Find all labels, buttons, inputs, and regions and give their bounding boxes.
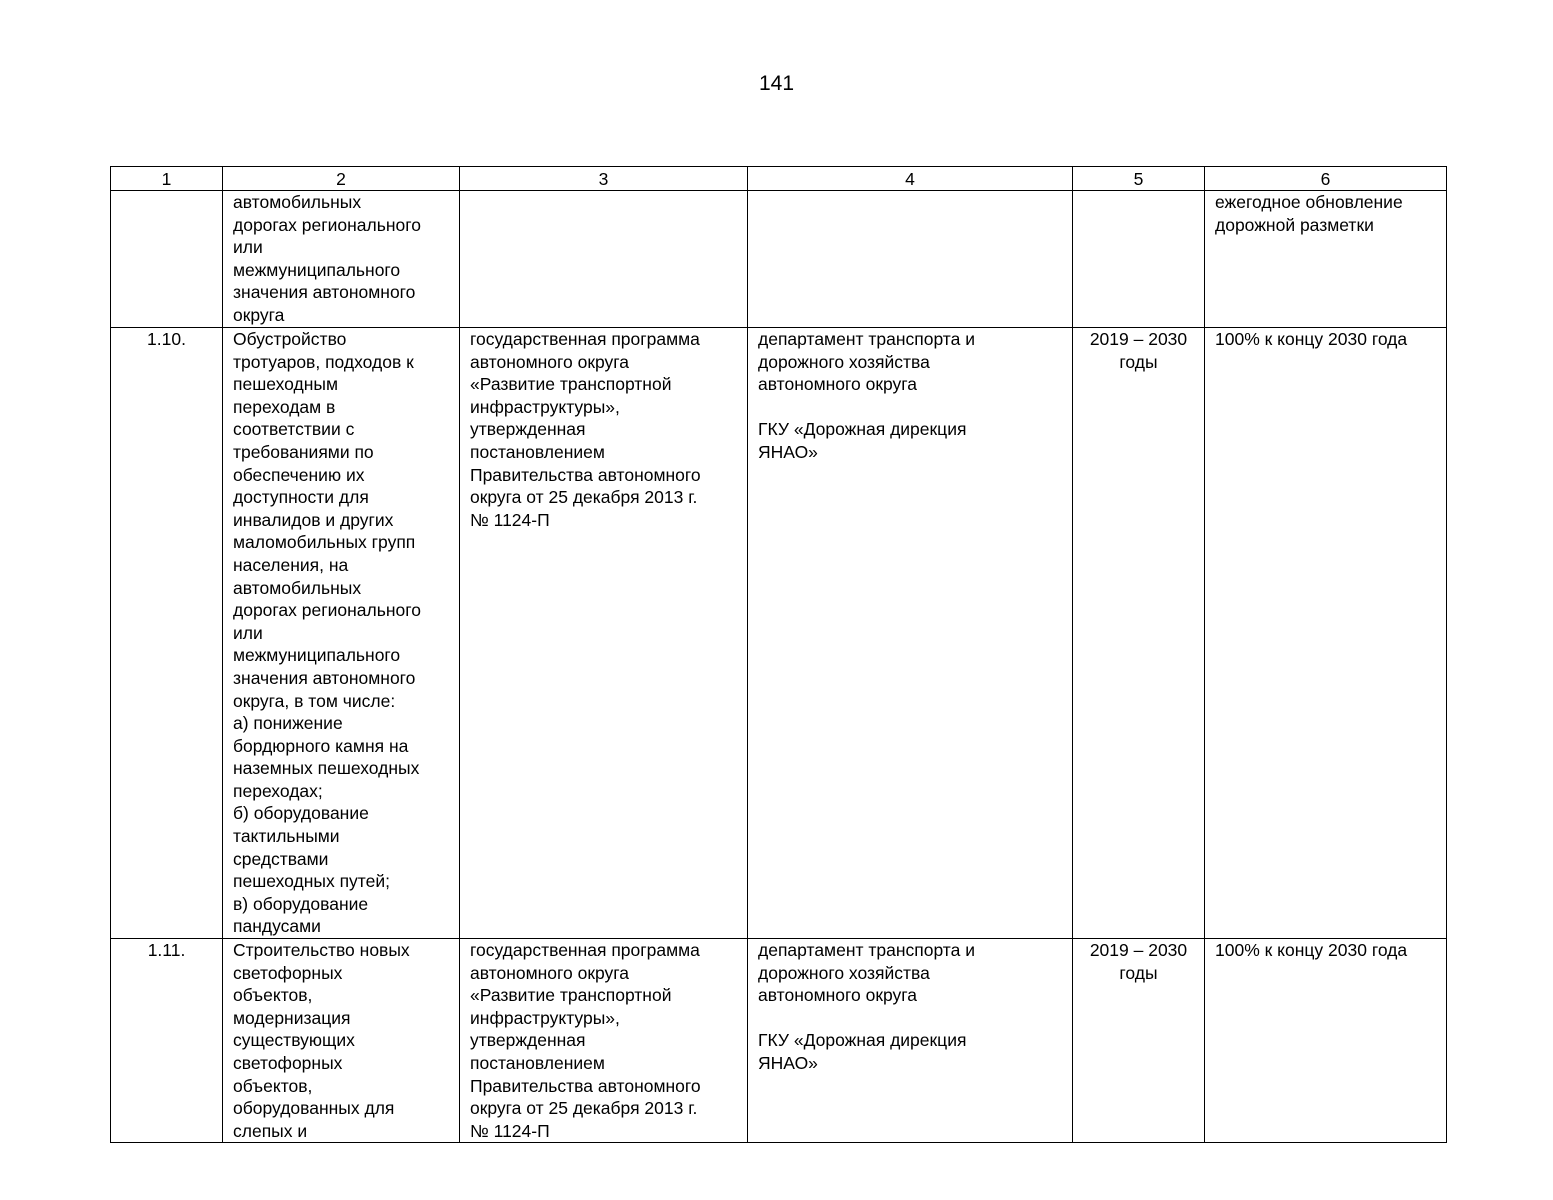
result-text: 100% к концу 2030 года [1215, 940, 1408, 961]
program-cell [460, 939, 748, 1143]
period-cell [1073, 191, 1205, 328]
measure-cell [223, 191, 460, 328]
column-header-1: 1 [111, 167, 223, 191]
column-header-2: 2 [223, 167, 460, 191]
result-cell [1205, 939, 1447, 1143]
period-text: 2019 – 2030 годы [1089, 940, 1188, 983]
measure-text: автомобильных дорогах регионального или межмуниципального значения автономного округа [233, 192, 421, 325]
result-text: 100% к концу 2030 года [1215, 329, 1408, 349]
period-cell [1073, 328, 1205, 939]
period-cell [1073, 939, 1205, 1143]
program-cell [460, 328, 748, 939]
row-number-cell [111, 191, 223, 328]
table-row [111, 191, 1447, 328]
program-cell [460, 191, 748, 328]
measure-cell [223, 328, 460, 939]
measure-cell [223, 939, 460, 1143]
row-number: 1.11. [147, 940, 186, 961]
executor-text: департамент транспорта и дорожного хозяйства автономного округа ГКУ «Дорожная дирекция ЯНАО» [758, 940, 975, 1073]
measures-table [110, 166, 1447, 1143]
program-text: государственная программа автономного округа «Развитие транспортной инфраструктуры», утвержденная постановлением Правительства автономного округа от 25 декабря 2013 г. № 1124-П [470, 940, 701, 1141]
result-text: ежегодное обновление дорожной разметки [1215, 192, 1403, 235]
column-header-6: 6 [1205, 167, 1447, 191]
column-header-4: 4 [748, 167, 1073, 191]
column-header-3: 3 [460, 167, 748, 191]
executor-cell [748, 191, 1073, 328]
page-number: 141 [758, 72, 795, 95]
row-number: 1.10. [147, 329, 186, 349]
period-text: 2019 – 2030 годы [1089, 329, 1188, 372]
row-number-cell [111, 328, 223, 939]
measure-text: Строительство новых светофорных объектов, модернизация существующих светофорных объектов, оборудованных для слепых и [233, 940, 410, 1141]
column-header-5: 5 [1073, 167, 1205, 191]
executor-text: департамент транспорта и дорожного хозяйства автономного округа ГКУ «Дорожная дирекция ЯНАО» [758, 329, 975, 462]
table-row [111, 328, 1447, 939]
executor-cell [748, 939, 1073, 1143]
table-header-row [111, 167, 1447, 191]
table-row [111, 939, 1447, 1143]
row-number-cell [111, 939, 223, 1143]
executor-cell [748, 328, 1073, 939]
program-text: государственная программа автономного округа «Развитие транспортной инфраструктуры», утвержденная постановлением Правительства автономного округа от 25 декабря 2013 г. № 1124-П [470, 329, 701, 530]
result-cell [1205, 328, 1447, 939]
measure-text: Обустройство тротуаров, подходов к пешеходным переходам в соответствии с требованиями по обеспечению их доступности для инвалидов и других маломобильных групп населения, на автомобильных дорогах регионального или межмуниципального значения автономного округа, в том числе: а) понижение бордюрного камня на наземных пешеходных переходах; б) оборудование тактильными средствами пешеходных путей; в) оборудование пандусами [233, 329, 421, 937]
result-cell [1205, 191, 1447, 328]
